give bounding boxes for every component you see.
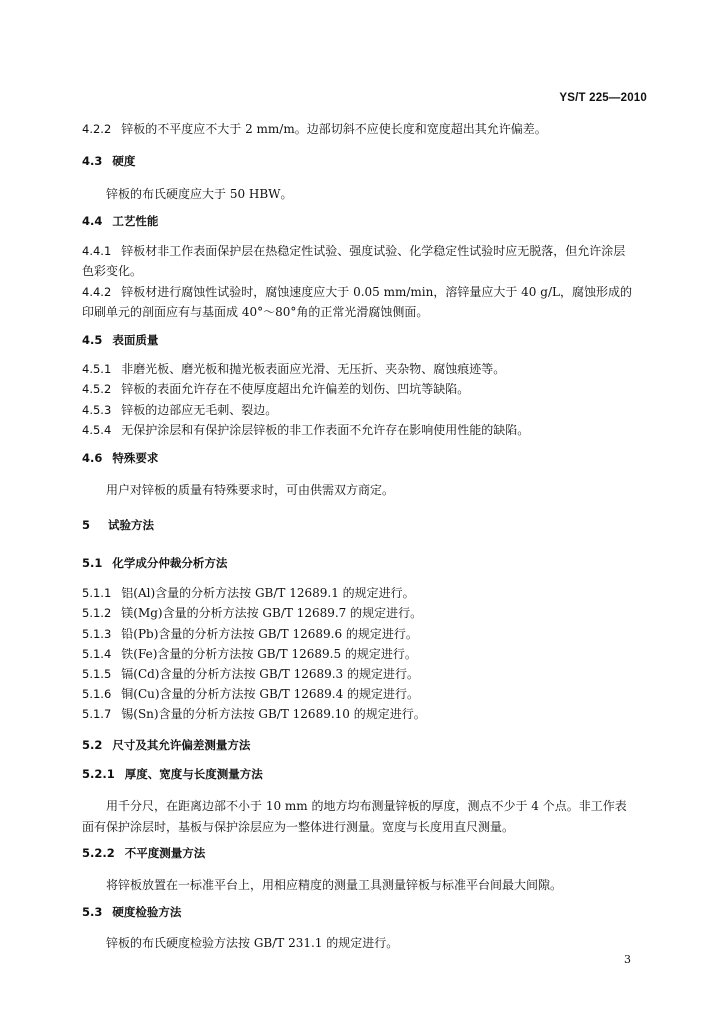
- heading-4-5: [82, 332, 652, 349]
- clause-number: 5.1.6: [82, 687, 112, 701]
- clause-text: 锌板的表面允许存在不使厚度超出允许偏差的划伤、凹坑等缺陷。: [121, 382, 470, 396]
- clause-text: 铜(Cu)含量的分析方法按 GB/T 12689.4 的规定进行。: [121, 687, 420, 701]
- clause-5-1-7: [82, 705, 652, 723]
- heading-text: 硬度检验方法: [112, 905, 182, 919]
- clause-text: 锌板材非工作表面保护层在热稳定性试验、强度试验、化学稳定性试验时应无脱落，但允许涂层: [121, 244, 626, 258]
- heading-4-4: [82, 213, 652, 230]
- clause-number: 5.1.7: [82, 707, 112, 721]
- clause-number: 5.1.4: [82, 647, 112, 661]
- clause-number: 4.5.1: [82, 362, 112, 376]
- heading-text: 特殊要求: [112, 451, 159, 465]
- clause-number: 5.1.2: [82, 606, 112, 620]
- clause-number: 5.1.5: [82, 667, 112, 681]
- heading-5-2: [82, 737, 652, 754]
- heading-number: 4.6: [82, 451, 103, 465]
- paragraph-flatness-measurement: 将锌板放置在一标准平台上，用相应精度的测量工具测量锌板与标准平台间最大间隙。: [106, 878, 563, 892]
- clause-text: 铅(Pb)含量的分析方法按 GB/T 12689.6 的规定进行。: [121, 627, 418, 641]
- clause-text: 非磨光板、磨光板和抛光板表面应光滑、无压折、夹杂物、腐蚀痕迹等。: [121, 362, 506, 376]
- heading-number: 4.3: [82, 154, 103, 168]
- heading-number: 4.5: [82, 333, 103, 347]
- standard-number: YS/T 225—2010: [559, 92, 647, 104]
- clause-4-5-4: [82, 421, 652, 439]
- clause-5-1-1: [82, 584, 652, 602]
- clause-text: 镁(Mg)含量的分析方法按 GB/T 12689.7 的规定进行。: [121, 606, 423, 620]
- clause-number: 4.4.2: [82, 285, 112, 299]
- clause-text: 锌板的边部应无毛刺、裂边。: [121, 403, 278, 417]
- heading-number: 5.2: [82, 738, 103, 752]
- heading-text: 工艺性能: [112, 214, 159, 228]
- heading-5-2-2: [82, 845, 652, 862]
- clause-4-4-2-continued: 印刷单元的剖面应有与基面成 40°～80°角的正常光滑腐蚀侧面。: [82, 305, 429, 319]
- heading-text: 厚度、宽度与长度测量方法: [124, 767, 263, 781]
- clause-4-4-2: [82, 283, 652, 301]
- heading-number: 4.4: [82, 214, 103, 228]
- clause-4-5-3: [82, 401, 652, 419]
- clause-4-4-1: [82, 242, 652, 260]
- clause-text: 锌板材进行腐蚀性试验时，腐蚀速度应大于 0.05 mm/min，溶锌量应大于 40 g/L，腐蚀形成的: [121, 285, 632, 299]
- paragraph-thickness-measurement-continued: 面有保护涂层时，基板与保护涂层应为一整体进行测量。宽度与长度用直尺测量。: [82, 820, 515, 834]
- heading-number: 5: [82, 518, 91, 532]
- clause-5-1-2: [82, 604, 652, 622]
- clause-5-1-6: [82, 685, 652, 703]
- paragraph-special-requirements: 用户对锌板的质量有特殊要求时，可由供需双方商定。: [106, 483, 395, 497]
- clause-number: 5.1.1: [82, 586, 112, 600]
- clause-number: 4.4.1: [82, 244, 112, 258]
- heading-4-6: [82, 450, 652, 467]
- clause-text: 锌板的不平度应不大于 2 mm/m。边部切斜不应使长度和宽度超出其允许偏差。: [121, 122, 547, 136]
- clause-text: 锡(Sn)含量的分析方法按 GB/T 12689.10 的规定进行。: [121, 707, 426, 721]
- paragraph-thickness-measurement: 用千分尺，在距离边部不小于 10 mm 的地方均布测量锌板的厚度，测点不少于 4 个点。非工作表: [106, 799, 627, 813]
- heading-4-3: [82, 153, 652, 170]
- clause-4-5-2: [82, 380, 652, 398]
- clause-number: 4.5.3: [82, 403, 112, 417]
- clause-number: 4.5.2: [82, 382, 112, 396]
- clause-4-4-1-continued: 色彩变化。: [82, 264, 143, 278]
- heading-number: 5.1: [82, 556, 103, 570]
- heading-text: 不平度测量方法: [124, 846, 206, 860]
- clause-text: 镉(Cd)含量的分析方法按 GB/T 12689.3 的规定进行。: [121, 667, 420, 681]
- clause-number: 4.5.4: [82, 423, 112, 437]
- paragraph-hardness: 锌板的布氏硬度应大于 50 HBW。: [106, 187, 293, 201]
- clause-4-5-1: [82, 360, 652, 378]
- clause-5-1-3: [82, 625, 652, 643]
- heading-number: 5.2.2: [82, 846, 115, 860]
- clause-text: 铁(Fe)含量的分析方法按 GB/T 12689.5 的规定进行。: [121, 647, 417, 661]
- clause-text: 铝(Al)含量的分析方法按 GB/T 12689.1 的规定进行。: [121, 586, 415, 600]
- heading-5-1: [82, 555, 652, 572]
- clause-5-1-5: [82, 665, 652, 683]
- heading-5-3: [82, 904, 652, 921]
- heading-5-2-1: [82, 766, 652, 783]
- heading-text: 化学成分仲裁分析方法: [112, 556, 228, 570]
- paragraph-hardness-test: 锌板的布氏硬度检验方法按 GB/T 231.1 的规定进行。: [106, 936, 399, 950]
- clause-5-1-4: [82, 645, 652, 663]
- heading-text: 尺寸及其允许偏差测量方法: [112, 738, 251, 752]
- page-number: 3: [624, 953, 631, 966]
- heading-number: 5.3: [82, 905, 103, 919]
- heading-text: 硬度: [112, 154, 136, 168]
- clause-number: 5.1.3: [82, 627, 112, 641]
- heading-5: [82, 517, 652, 534]
- clause-text: 无保护涂层和有保护涂层锌板的非工作表面不允许存在影响使用性能的缺陷。: [121, 423, 530, 437]
- clause-number: 4.2.2: [82, 122, 112, 136]
- clause-4-2-2: [82, 120, 652, 138]
- heading-number: 5.2.1: [82, 767, 115, 781]
- heading-text: 试验方法: [108, 518, 155, 532]
- heading-text: 表面质量: [112, 333, 159, 347]
